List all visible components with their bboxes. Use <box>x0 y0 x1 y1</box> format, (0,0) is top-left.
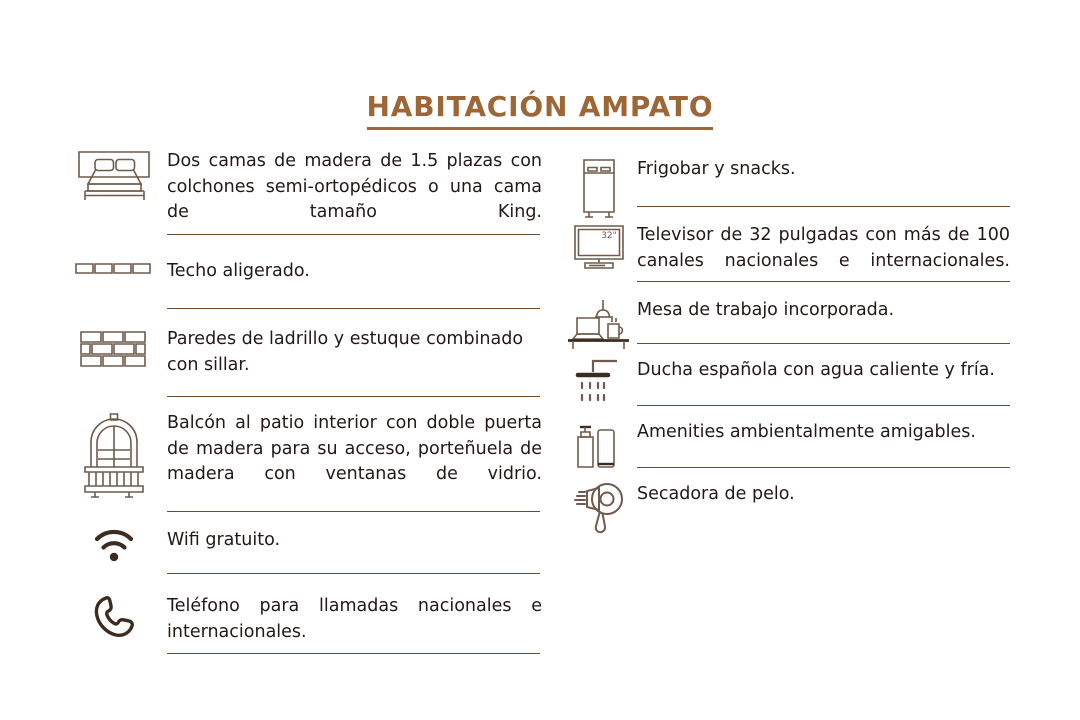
feature-divider <box>167 511 540 512</box>
feature-text: Balcón al patio interior con doble puerta de madera para su acceso, porteñuela de madera con ventanas de vidrio. <box>167 413 542 485</box>
feature-item <box>560 283 1010 345</box>
feature-text: Paredes de ladrillo y estuque combinado con sillar. <box>167 329 524 375</box>
feature-item <box>60 236 542 310</box>
telephone-icon <box>60 593 167 639</box>
feature-item <box>560 345 1010 407</box>
feature-divider <box>637 343 1010 344</box>
feature-text: Frigobar y snacks. <box>637 159 796 179</box>
feature-text: Wifi gratuito. <box>167 530 281 550</box>
feature-text: Teléfono para llamadas nacionales e internacionales. <box>167 596 542 642</box>
feature-divider <box>637 281 1010 282</box>
bed-icon <box>60 148 167 204</box>
balcony-icon <box>60 410 167 502</box>
brick-wall-icon <box>60 326 167 374</box>
feature-divider <box>167 653 540 654</box>
feature-item <box>560 407 1010 469</box>
feature-divider <box>637 206 1010 207</box>
feature-divider <box>167 396 540 397</box>
feature-text: Dos camas de madera de 1.5 plazas con colchones semi-ortopédicos o una cama de tamaño King. <box>167 151 542 223</box>
page-title-container <box>0 92 1080 130</box>
feature-divider <box>167 234 540 235</box>
tv-size-label: 32" <box>600 231 617 241</box>
features-column-right <box>560 148 1010 529</box>
feature-text: Secadora de pelo. <box>637 484 795 504</box>
feature-divider <box>167 573 540 574</box>
feature-item <box>560 208 1010 283</box>
feature-item <box>60 398 542 513</box>
ceiling-blocks-icon <box>60 258 167 278</box>
feature-divider <box>637 467 1010 468</box>
feature-text: Mesa de trabajo incorporada. <box>637 300 895 320</box>
feature-text: Techo aligerado. <box>167 261 310 281</box>
feature-item <box>60 575 542 655</box>
wifi-icon <box>60 527 167 563</box>
features-column-left <box>60 148 542 655</box>
feature-divider <box>167 308 540 309</box>
feature-divider <box>637 405 1010 406</box>
feature-item <box>60 148 542 236</box>
shower-icon <box>560 357 637 411</box>
feature-text: Amenities ambientalmente amigables. <box>637 422 976 442</box>
feature-item <box>560 469 1010 529</box>
television-icon <box>560 222 637 272</box>
feature-item <box>560 148 1010 208</box>
feature-item <box>60 513 542 575</box>
toiletries-amenities-icon <box>560 419 637 475</box>
feature-text: Televisor de 32 pulgadas con más de 100 canales nacionales e internacionales. <box>637 225 1010 271</box>
page-title: HABITACIÓN AMPATO <box>367 92 714 130</box>
feature-item <box>60 310 542 398</box>
hairdryer-icon <box>560 481 637 535</box>
feature-text: Ducha española con agua caliente y fría. <box>637 360 995 380</box>
